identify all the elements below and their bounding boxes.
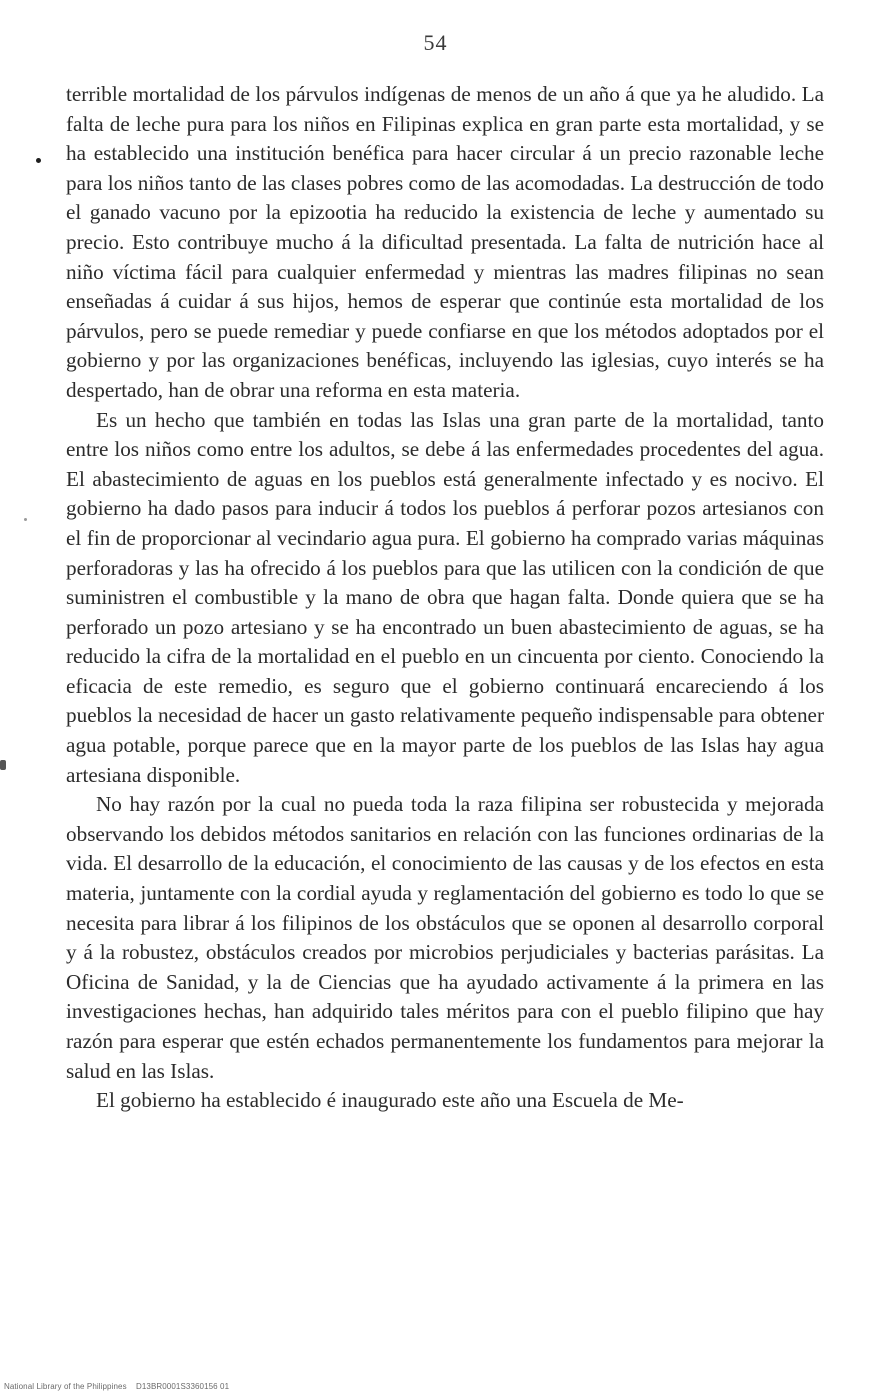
ink-speck-mark xyxy=(36,158,41,163)
paragraph-continuation: terrible mortalidad de los párvulos indígenas de menos de un año á que ya he aludido. La falta de leche pura para los niños en Filipinas explica en gran parte esta mortalidad, y se ha establecido una institución benéfica para hacer circular á un precio razonable leche para los niños tanto de las clases pobres como de las acomodadas. La destrucción de todo el ganado vacuno por la epizootia ha reducido la existencia de leche y aumentado su precio. Esto contribuye mucho á la dificultad presentada. La falta de nutrición hace al niño víctima fácil para cualquier enfermedad y mientras las madres filipinas no sean enseñadas á cuidar á sus hijos, hemos de esperar que continúe esta mortalidad de los párvulos, pero se puede remediar y puede confiarse en que los métodos adoptados por el gobierno y por las organizaciones benéficas, incluyendo las iglesias, cuyo interés se ha despertado, han de obrar una reforma en esta materia. xyxy=(66,82,824,402)
scan-footer-caption: National Library of the Philippines D13BR0001S3360156 01 xyxy=(4,1382,230,1391)
text-body xyxy=(66,80,824,1116)
page-number: 54 xyxy=(423,30,448,55)
paragraph-sanitary-methods: No hay razón por la cual no pueda toda la raza filipina ser robustecida y mejorada observando los debidos métodos sanitarios en relación con las funciones ordinarias de la vida. El desarrollo de la educación, el conocimiento de las causas y de los efectos en esta materia, juntamente con la cordial ayuda y reglamentación del gobierno es todo lo que se necesita para librar á los filipinos de los obstáculos que se oponen al desarrollo corporal y á la robustez, obstáculos creados por microbios perjudiciales y bacterias parásitas. La Oficina de Sanidad, y la de Ciencias que ha ayudado activamente á la primera en las investigaciones hechas, han adquirido tales méritos para con el pueblo filipino que hay razón para esperar que estén echados permanentemente los fundamentos para mejorar la salud en las Islas. xyxy=(66,792,824,1083)
paragraph-water-mortality: Es un hecho que también en todas las Islas una gran parte de la mortalidad, tanto entre los niños como entre los adultos, se debe á las enfermedades procedentes del agua. El abastecimiento de aguas en los pueblos está generalmente infectado y es nocivo. El gobierno ha dado pasos para inducir á todos los pueblos á perforar pozos artesianos con el fin de proporcionar al vecindario agua pura. El gobierno ha comprado varias máquinas perforadoras y las ha ofrecido á los pueblos para que las utilicen con la condición de que suministren el combustible y la mano de obra que hagan falta. Donde quiera que se ha perforado un pozo artesiano y se ha encontrado un buen abastecimiento de aguas, se ha reducido la cifra de la mortalidad en el pueblo en un cincuenta por ciento. Conociendo la eficacia de este remedio, es seguro que el gobierno continuará encareciendo á los pueblos la necesidad de hacer un gasto relativamente pequeño indispensable para obtener agua potable, porque parece que en la mayor parte de los pueblos de las Islas hay agua artesiana disponible. xyxy=(66,407,824,787)
faint-speck-mark xyxy=(24,518,27,521)
edge-ink-mark xyxy=(0,760,6,770)
paragraph-medical-school: El gobierno ha establecido é inaugurado este año una Escuela de Me- xyxy=(96,1088,684,1113)
